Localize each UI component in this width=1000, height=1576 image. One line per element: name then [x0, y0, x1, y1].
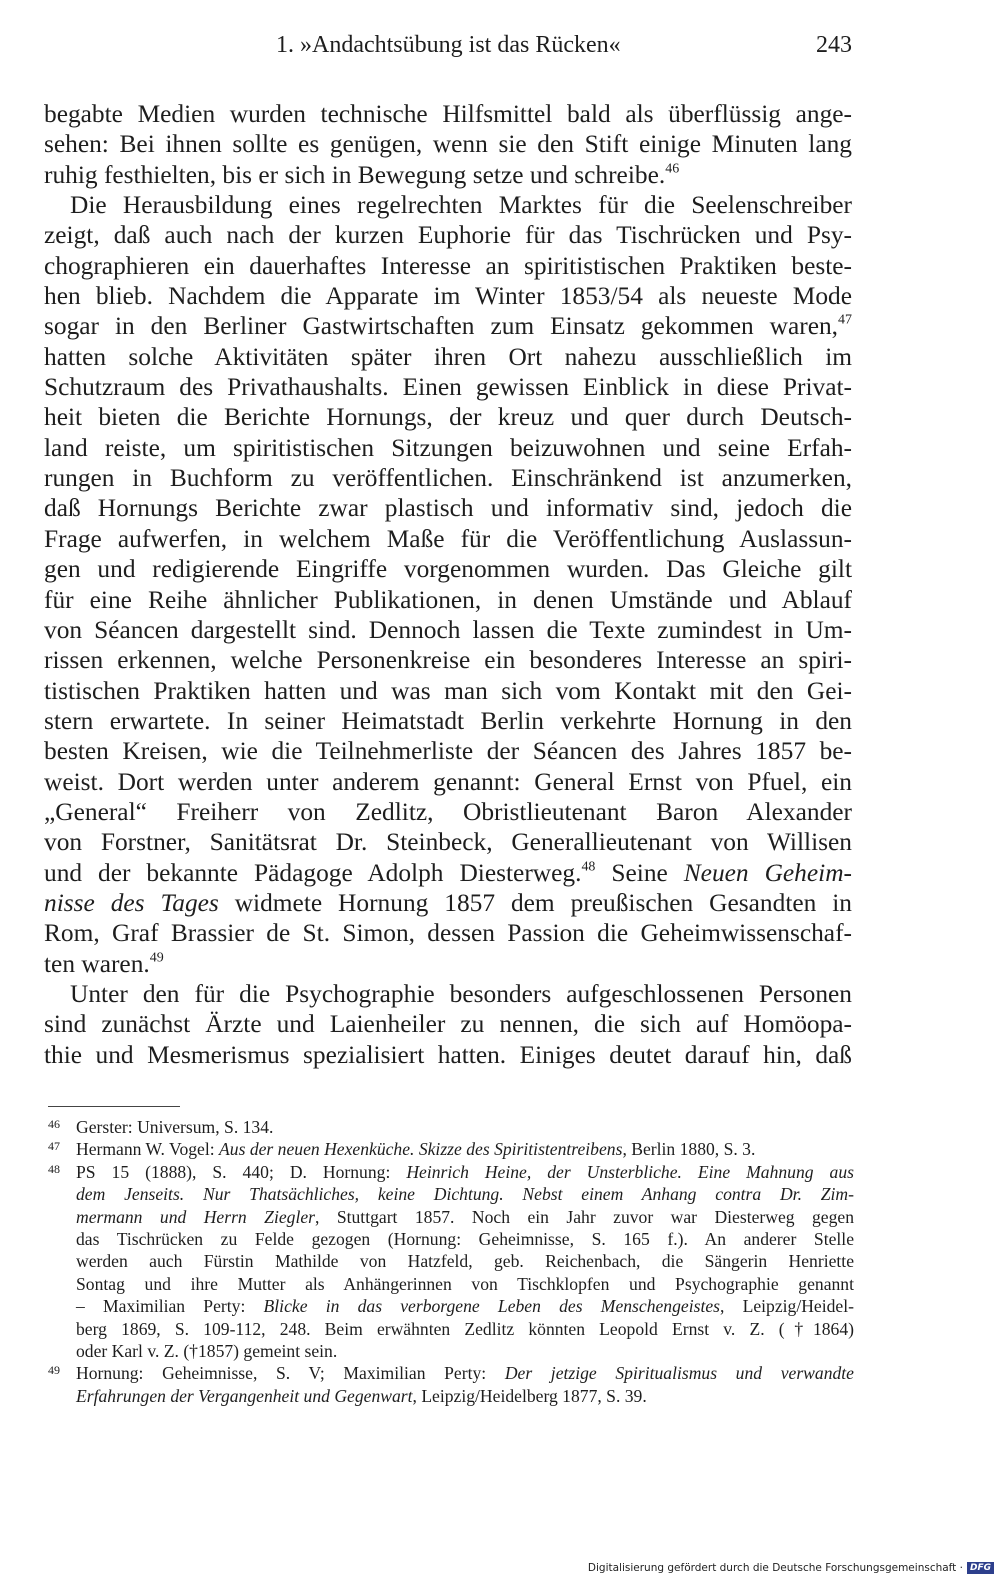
book-title: Blicke in das verborgene Leben des Menschengeistes — [263, 1296, 720, 1317]
footnote-line: werden auch Fürstin Mathilde von Hatzfeld, geb. Reichenbach, die Sängerin Henriette — [76, 1251, 854, 1272]
footnote-ref: 47 — [838, 312, 852, 328]
footnote-number: 49 — [48, 1363, 60, 1378]
footnote — [48, 1138, 854, 1160]
footnote-line — [76, 1183, 854, 1205]
text-line: Die Herausbildung eines regelrechten Marktes für die Seelenschreiber — [70, 191, 852, 220]
text-line: zeigt, daß auch nach der kurzen Euphorie für das Tischrücken und Psy- — [44, 221, 852, 250]
text-line: land reiste, um spiritistischen Sitzungen beizuwohnen und seine Erfah- — [44, 433, 852, 462]
footnote-line: Gerster: Universum, S. 134. — [76, 1117, 274, 1137]
text-fragment: , Berlin 1880, S. 3. — [622, 1139, 756, 1160]
text-line: Rom, Graf Brassier de St. Simon, dessen Passion die Geheimwissenschaf- — [44, 919, 852, 948]
text-fragment: und der bekannte Pädagoge Adolph Diesterweg. — [44, 858, 582, 887]
text-line: sehen: Bei ihnen sollte es genügen, wenn sie den Stift einige Minuten lang — [44, 130, 852, 159]
text-line: rungen in Buchform zu veröffentlichen. Einschränkend ist anzumerken, — [44, 464, 852, 493]
text-fragment: widmete Hornung 1857 dem preußischen Gesandten in — [218, 888, 853, 917]
footnote-number: 48 — [48, 1161, 60, 1176]
footnote — [48, 1116, 854, 1138]
footnote-ref: 46 — [665, 161, 680, 177]
text-line: rissen erkennen, welche Personenkreise ein besonderes Interesse an spiri- — [44, 646, 852, 675]
text-fragment: ten waren. — [44, 949, 150, 978]
running-title: 1. »Andachtsübung ist das Rücken« — [276, 32, 621, 58]
footnote-line — [76, 1138, 854, 1160]
text-line: weist. Dort werden unter anderem genannt: General Ernst von Pfuel, ein — [44, 767, 852, 796]
paragraph — [44, 99, 852, 190]
text-line: gen und redigierende Eingriffe vorgenommen wurden. Das Gleiche gilt — [44, 555, 852, 584]
text-line: hatten solche Aktivitäten später ihren Ort nahezu ausschließlich im — [44, 342, 852, 371]
text-line: Schutzraum des Privathaushalts. Einen gewissen Einblick in diese Privat- — [44, 373, 852, 402]
page-header — [44, 32, 852, 66]
book-title: Aus der neuen Hexenküche. Skizze des Spiritistentreibens — [219, 1139, 623, 1160]
book-title: nisse des Tages — [44, 888, 219, 917]
text-fragment: Seine — [595, 858, 684, 887]
digitization-credit — [588, 1562, 994, 1574]
text-line — [44, 949, 852, 979]
text-fragment: ruhig festhielten, bis er sich in Bewegung setze und schreibe. — [44, 160, 666, 189]
footnote-line: berg 1869, S. 109-112, 248. Beim erwähnten Zedlitz könnten Leopold Ernst v. Z. (†1864) — [76, 1318, 854, 1339]
text-line — [44, 858, 852, 888]
footnote — [48, 1161, 854, 1363]
book-title: Heinrich Heine, der Unsterbliche. Eine Mahnung aus — [406, 1161, 854, 1182]
text-line: daß Hornungs Berichte zwar plastisch und informativ sind, jedoch die — [44, 494, 852, 523]
text-line: hen blieb. Nachdem die Apparate im Winter 1853/54 als neueste Mode — [44, 282, 852, 311]
page-number: 243 — [816, 32, 852, 58]
footnote-ref: 48 — [581, 859, 596, 875]
book-title: Neuen Geheim- — [683, 858, 852, 887]
text-line: sind zunächst Ärzte und Laienheiler zu nennen, die sich auf Homöopa- — [44, 1010, 852, 1039]
footnotes — [48, 1116, 854, 1407]
footnote-line — [76, 1161, 854, 1183]
paragraph — [44, 979, 852, 1070]
footnote-ref: 49 — [149, 950, 164, 966]
footnote-number: 46 — [48, 1117, 60, 1131]
text-fragment: Hermann W. Vogel: — [76, 1139, 220, 1160]
text-line: „General“ Freiherr von Zedlitz, Obristlieutenant Baron Alexander — [44, 797, 852, 826]
footnote-divider — [48, 1106, 180, 1107]
book-title: Der jetzige Spiritualismus und verwandte — [504, 1363, 854, 1384]
text-line: von Forstner, Sanitätsrat Dr. Steinbeck, Generallieutenant von Willisen — [44, 828, 852, 857]
text-line: für eine Reihe ähnlicher Publikationen, in denen Umstände und Ablauf — [44, 585, 852, 614]
text-line: tistischen Praktiken hatten und was man sich vom Kontakt mit den Gei- — [44, 676, 852, 705]
book-title: dem Jenseits. Nur Thatsächliches, keine Dichtung. Nebst einem Anhang contra Dr. Zim- — [76, 1184, 854, 1205]
text-line: stern erwartete. In seiner Heimatstadt Berlin verkehrte Hornung in den — [44, 706, 852, 735]
text-line: besten Kreisen, wie die Teilnehmerliste der Séancen des Jahres 1857 be- — [44, 737, 852, 766]
text-fragment: Hornung: Geheimnisse, S. V; Maximilian Perty: — [76, 1363, 505, 1384]
footnote-line — [76, 1362, 854, 1384]
footnote-line — [76, 1385, 854, 1407]
text-line: Unter den für die Psychographie besonders aufgeschlossenen Personen — [70, 979, 852, 1008]
credit-text: Digitalisierung gefördert durch die Deutsche Forschungsgemeinschaft · — [587, 1562, 963, 1574]
paragraph — [44, 190, 852, 979]
text-line: begabte Medien wurden technische Hilfsmittel bald als überflüssig ange- — [44, 100, 852, 128]
body-text — [44, 99, 852, 1070]
text-fragment: – Maximilian Perty: — [76, 1296, 264, 1317]
footnote-line: Sontag und ihre Mutter als Anhängerinnen von Tischklopfen und Psychographie genannt — [76, 1273, 854, 1294]
text-fragment: PS 15 (1888), S. 440; D. Hornung: — [76, 1161, 407, 1182]
text-line — [44, 311, 852, 341]
dfg-logo: DFG — [967, 1562, 994, 1574]
text-fragment: , Stuttgart 1857. Noch ein Jahr zuvor war Diesterweg gegen — [315, 1206, 855, 1227]
footnote-line: oder Karl v. Z. (†1857) gemeint sein. — [76, 1341, 338, 1362]
text-fragment: sogar in den Berliner Gastwirtschaften zum Einsatz gekommen waren, — [44, 312, 839, 341]
footnote-number: 47 — [48, 1139, 60, 1154]
book-title: Erfahrungen der Vergangenheit und Gegenwart — [76, 1385, 413, 1406]
text-line: chographieren ein dauerhaftes Interesse an spiritistischen Praktiken beste- — [44, 251, 852, 280]
footnote-line: das Tischrücken zu Felde gezogen (Hornung: Geheimnisse, S. 165 f.). An anderer Stelle — [76, 1229, 854, 1250]
footnote-line — [76, 1295, 854, 1317]
text-line — [44, 888, 852, 918]
text-line — [44, 160, 852, 190]
text-line: Frage aufwerfen, in welchem Maße für die Veröffentlichung Auslassun- — [44, 524, 852, 553]
text-line: heit bieten die Berichte Hornungs, der kreuz und quer durch Deutsch- — [44, 403, 852, 432]
footnote-line — [76, 1206, 854, 1228]
text-fragment: , Leipzig/Heidelberg 1877, S. 39. — [412, 1385, 647, 1406]
text-fragment: , Leipzig/Heidel- — [720, 1296, 854, 1317]
book-title: mermann und Herrn Ziegler — [76, 1206, 315, 1227]
footnote — [48, 1362, 854, 1407]
text-line: von Séancen dargestellt sind. Dennoch lassen die Texte zumindest in Um- — [44, 615, 852, 644]
text-line: thie und Mesmerismus spezialisiert hatten. Einiges deutet darauf hin, daß — [44, 1040, 852, 1069]
